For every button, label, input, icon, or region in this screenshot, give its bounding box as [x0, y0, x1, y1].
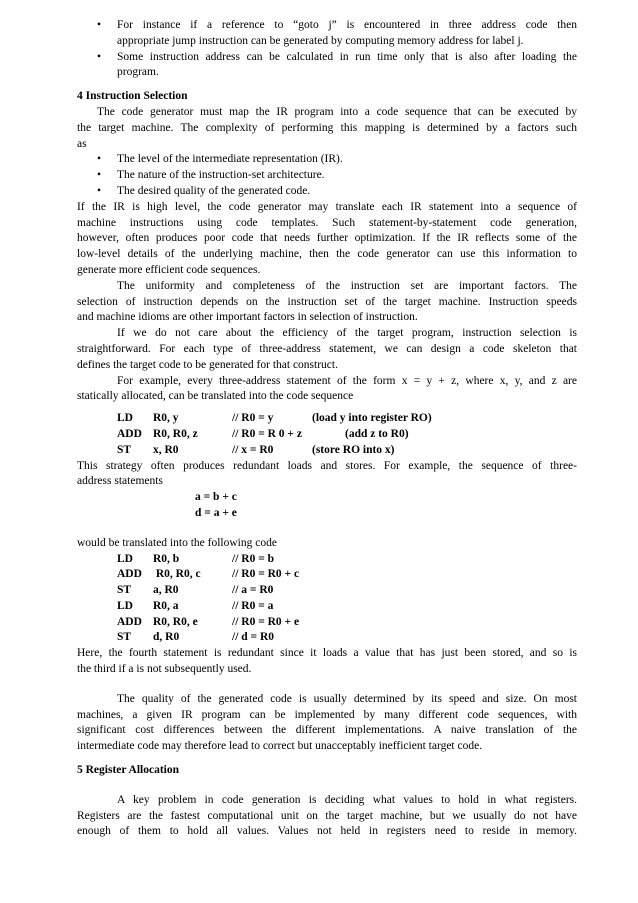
text-line: appropriate jump instruction can be generated by computing memory address for label j. [117, 34, 524, 47]
text-line: For example, every three-address statement of the form x = y + z, where x, y, and z are [117, 374, 577, 387]
code-operands: d, R0 [153, 631, 180, 644]
text-line: address statements [77, 475, 163, 488]
text-line: The nature of the instruction-set architecture. [117, 169, 325, 182]
text-line: and machine idioms are other important factors in selection of instruction. [77, 311, 418, 324]
code-line [77, 615, 577, 631]
text-line: program. [117, 66, 159, 79]
text-line: the target machine. The complexity of performing this mapping is determined by a factors such [77, 121, 577, 134]
code-opcode: ST [117, 584, 132, 597]
text-line: selection of instruction depends on the instruction set of the target machine. Instruction speeds [77, 295, 577, 308]
code-comment: // d = R0 [232, 631, 275, 644]
section-heading: 4 Instruction Selection [77, 90, 188, 103]
text-line: A key problem in code generation is deciding what values to hold in what registers. [117, 793, 577, 806]
text-line: intermediate code may therefore lead to correct but unacceptably inefficient target code. [77, 740, 483, 753]
code-comment: // R0 = a [232, 599, 274, 612]
code-comment: // a = R0 [232, 584, 274, 597]
text-line: The code generator must map the IR program into a code sequence that can be executed by [97, 105, 577, 118]
statement-line: a = b + c [195, 491, 237, 504]
bullet-item [77, 18, 577, 50]
statement-line: d = a + e [195, 506, 237, 519]
text-line: The uniformity and completeness of the instruction set are important factors. The [117, 279, 577, 292]
text-line: enough of them to hold all values. Values not held in registers need to reside in memory. [77, 825, 577, 838]
code-note: (store RO into x) [312, 443, 395, 456]
code-note: (load y into register RO) [312, 412, 432, 425]
code-line [77, 552, 577, 568]
bullet-icon: • [97, 184, 102, 197]
bullet-icon: • [97, 153, 102, 166]
code-line [77, 599, 577, 615]
code-opcode: LD [117, 599, 133, 612]
code-opcode: ADD [117, 615, 142, 628]
code-comment: // x = R0 [232, 443, 274, 456]
code-line [77, 411, 577, 427]
text-line: If we do not care about the efficiency of the target program, instruction selection is [117, 327, 577, 340]
code-operands: R0, b [153, 552, 180, 565]
bullet-icon: • [97, 50, 102, 63]
text-line: The desired quality of the generated code. [117, 184, 311, 197]
bullet-icon: • [97, 169, 102, 182]
code-comment: // R0 = y [232, 412, 274, 425]
text-line: machine instructions using code templates. Such statement-by-statement code generation, [77, 216, 577, 229]
bullet-item [77, 168, 577, 184]
code-line [77, 567, 577, 583]
text-line: generate more efficient code sequences. [77, 263, 261, 276]
code-operands: R0, R0, e [153, 615, 198, 628]
text-line: defines the target code to be generated for that construct. [77, 358, 338, 371]
bullet-icon: • [97, 19, 102, 31]
text-line: straightforward. For each type of three-address statement, we can design a code skeleton that [77, 342, 577, 355]
code-operands: R0, y [153, 412, 179, 425]
code-line [77, 583, 577, 599]
text-line: however, often produces poor code that needs further optimization. If the IR reflects some of the [77, 232, 577, 245]
bullet-item [77, 184, 577, 200]
text-line: Here, the fourth statement is redundant since it loads a value that has just been stored, and so is [77, 647, 577, 660]
code-note: (add z to R0) [345, 427, 409, 440]
code-operands: R0, R0, z [153, 427, 198, 440]
code-operands: x, R0 [153, 443, 179, 456]
code-comment: // R0 = b [232, 552, 275, 565]
code-comment: // R0 = R0 + e [232, 615, 300, 628]
text-line: The level of the intermediate representation (IR). [117, 153, 343, 166]
code-line [77, 630, 577, 646]
code-opcode: ADD [117, 568, 142, 581]
text-line: This strategy often produces redundant loads and stores. For example, the sequence of three- [77, 459, 577, 472]
code-line [77, 443, 577, 459]
text-line: would be translated into the following code [77, 536, 277, 549]
code-operands: R0, a [153, 599, 179, 612]
bullet-item [77, 50, 577, 82]
text-line: statically allocated, can be translated into the code sequence [77, 390, 354, 403]
text-line: Registers are the fastest computational unit on the target machine, but we usually do not have [77, 809, 577, 822]
text-line: For instance if a reference to “goto j” is encountered in three address code then [117, 19, 577, 31]
code-opcode: LD [117, 412, 133, 425]
code-line [77, 427, 577, 443]
code-opcode: ST [117, 631, 132, 644]
text-line: the third if a is not subsequently used. [77, 663, 252, 676]
code-opcode: LD [117, 552, 133, 565]
code-comment: // R0 = R0 + c [232, 568, 300, 581]
text-line: significant cost differences between the different implementations. A naive translation of the [77, 724, 577, 737]
section-heading: 5 Register Allocation [77, 764, 179, 777]
code-operands: R0, R0, c [153, 568, 201, 581]
code-opcode: ST [117, 443, 132, 456]
text-line: machines, a given IR program can be implemented by many different code sequences, with [77, 708, 577, 721]
text-line: low-level details of the underlying machine, then the code generator can use this information to [77, 248, 577, 261]
text-line: Some instruction address can be calculated in run time only that is also after loading the [117, 50, 577, 63]
code-comment: // R0 = R 0 + z [232, 427, 302, 440]
text-line: as [77, 137, 87, 150]
code-operands: a, R0 [153, 584, 179, 597]
text-line: If the IR is high level, the code generator may translate each IR statement into a sequence of [77, 200, 577, 213]
text-line: The quality of the generated code is usually determined by its speed and size. On most [117, 692, 577, 705]
bullet-item [77, 152, 577, 168]
code-opcode: ADD [117, 427, 142, 440]
document-page [77, 18, 577, 840]
